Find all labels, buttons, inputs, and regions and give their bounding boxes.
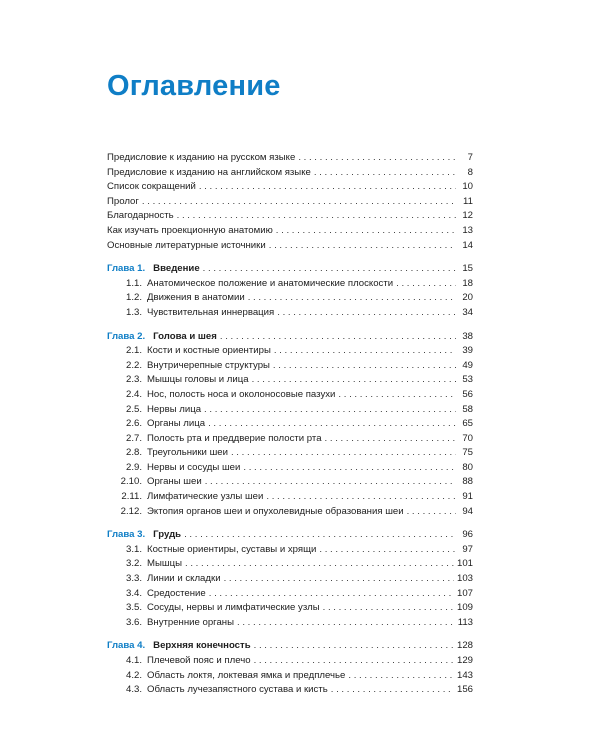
section-number: 1.1. <box>125 277 142 289</box>
dot-leader <box>224 572 454 587</box>
section-title: Костные ориентиры, суставы и хрящи <box>147 543 317 555</box>
section-number: 1.3. <box>125 306 142 318</box>
dot-leader <box>231 446 456 461</box>
section-number: 3.4. <box>125 587 142 599</box>
chapter-spacer <box>107 253 473 262</box>
section-number: 2.3. <box>125 374 142 386</box>
page-number: 8 <box>467 166 473 178</box>
toc-section-entry[interactable] <box>107 601 473 616</box>
chapter-spacer <box>107 519 473 528</box>
page-number: 80 <box>462 461 473 473</box>
toc-chapter-entry[interactable] <box>107 262 473 277</box>
toc-section-entry[interactable] <box>107 587 473 602</box>
toc-section-entry[interactable] <box>107 557 473 572</box>
toc-section-entry[interactable] <box>107 359 473 374</box>
dot-leader <box>323 601 454 616</box>
dot-leader <box>243 461 456 476</box>
entry-title: Основные литературные источники <box>107 239 266 251</box>
chapter-spacer <box>107 321 473 330</box>
section-number: 2.11. <box>121 491 142 503</box>
dot-leader <box>237 616 455 631</box>
page-number: 12 <box>462 210 473 222</box>
dot-leader <box>220 330 456 345</box>
section-title: Область локтя, локтевая ямка и предплечье <box>147 669 346 681</box>
chapter-title: Верхняя конечность <box>153 640 251 652</box>
dot-leader <box>298 151 456 166</box>
entry-title: Пролог <box>107 195 139 207</box>
section-title: Сосуды, нервы и лимфатические узлы <box>147 602 320 614</box>
dot-leader <box>254 654 454 669</box>
page-number: 109 <box>456 602 473 614</box>
entry-title: Предисловие к изданию на английском языке <box>107 166 311 178</box>
toc-section-entry[interactable] <box>107 543 473 558</box>
page-number: 11 <box>463 195 473 207</box>
dot-leader <box>319 543 456 558</box>
section-title: Анатомическое положение и анатомические плоскости <box>147 277 394 289</box>
section-title: Чувствительная иннервация <box>147 306 275 318</box>
dot-leader <box>203 262 456 277</box>
toc-chapter-entry[interactable] <box>107 330 473 345</box>
chapter-spacer <box>107 630 473 639</box>
section-title: Внутричерепные структуры <box>147 359 270 371</box>
page-number: 91 <box>462 491 473 503</box>
dot-leader <box>199 180 456 195</box>
page-number: 14 <box>462 239 473 251</box>
page-title: Оглавление <box>107 70 281 102</box>
toc-section-entry[interactable] <box>107 417 473 432</box>
dot-leader <box>205 475 456 490</box>
section-title: Область лучезапястного сустава и кисть <box>147 684 328 696</box>
page-number: 13 <box>462 224 473 236</box>
page-number: 15 <box>462 263 473 275</box>
page-number: 53 <box>462 374 473 386</box>
section-title: Органы шеи <box>147 476 202 488</box>
toc-section-entry[interactable] <box>107 683 473 698</box>
toc-section-entry[interactable] <box>107 432 473 447</box>
dot-leader <box>208 417 456 432</box>
toc-front-entry[interactable] <box>107 151 473 166</box>
page-number: 34 <box>462 306 473 318</box>
section-title: Мышцы головы и лица <box>147 374 249 386</box>
toc-front-entry[interactable] <box>107 224 473 239</box>
dot-leader <box>266 490 456 505</box>
toc-section-entry[interactable] <box>107 277 473 292</box>
page-number: 56 <box>462 388 473 400</box>
toc-section-entry[interactable] <box>107 654 473 669</box>
toc-section-entry[interactable] <box>107 475 473 490</box>
page-number: 128 <box>456 640 473 652</box>
section-number: 4.2. <box>125 669 142 681</box>
section-number: 3.2. <box>125 558 142 570</box>
dot-leader <box>314 166 456 181</box>
section-number: 3.6. <box>125 616 142 628</box>
dot-leader <box>331 683 454 698</box>
page-number: 156 <box>456 684 473 696</box>
dot-leader <box>185 557 454 572</box>
toc-section-entry[interactable] <box>107 291 473 306</box>
chapter-number: Глава 3. <box>107 529 146 541</box>
table-of-contents <box>107 151 473 698</box>
toc-section-entry[interactable] <box>107 306 473 321</box>
entry-title: Как изучать проекционную анатомию <box>107 224 273 236</box>
section-number: 2.7. <box>125 432 142 444</box>
chapter-title: Введение <box>153 263 200 275</box>
page-number: 58 <box>462 403 473 415</box>
page-number: 103 <box>456 573 473 585</box>
section-number: 1.2. <box>125 292 142 304</box>
dot-leader <box>177 209 456 224</box>
page-number: 97 <box>462 543 473 555</box>
page-number: 75 <box>462 447 473 459</box>
section-number: 2.6. <box>125 418 142 430</box>
page-number: 38 <box>462 330 473 342</box>
toc-section-entry[interactable] <box>107 344 473 359</box>
section-number: 3.3. <box>125 573 142 585</box>
dot-leader <box>273 359 456 374</box>
section-title: Средостение <box>147 587 206 599</box>
page-number: 96 <box>462 529 473 541</box>
page-number: 94 <box>462 505 473 517</box>
section-title: Движения в анатомии <box>147 292 245 304</box>
page-number: 143 <box>456 669 473 681</box>
chapter-title: Голова и шея <box>153 330 217 342</box>
section-title: Нос, полость носа и околоносовые пазухи <box>147 388 336 400</box>
toc-chapter-entry[interactable] <box>107 528 473 543</box>
chapter-number: Глава 1. <box>107 263 146 275</box>
page-number: 7 <box>467 152 473 163</box>
toc-section-entry[interactable] <box>107 505 473 520</box>
section-title: Лимфатические узлы шеи <box>147 491 264 503</box>
page-number: 129 <box>456 655 473 666</box>
section-number: 2.4. <box>125 388 142 400</box>
dot-leader <box>248 291 456 306</box>
section-number: 2.12. <box>120 505 142 517</box>
section-title: Мышцы <box>147 558 182 570</box>
page-number: 49 <box>462 359 473 371</box>
dot-leader <box>348 669 454 684</box>
page-number: 39 <box>462 345 473 357</box>
section-number: 4.3. <box>125 684 142 696</box>
section-number: 3.5. <box>125 602 142 614</box>
page-number: 113 <box>457 616 473 628</box>
toc-front-entry[interactable] <box>107 180 473 195</box>
section-title: Нервы и сосуды шеи <box>147 461 241 473</box>
dot-leader <box>204 403 456 418</box>
dot-leader <box>407 505 456 520</box>
toc-section-entry[interactable] <box>107 373 473 388</box>
section-number: 2.1. <box>125 345 142 357</box>
dot-leader <box>325 432 456 447</box>
page-number: 70 <box>462 432 473 444</box>
dot-leader <box>338 388 456 403</box>
page-number: 20 <box>462 292 473 304</box>
entry-title: Список сокращений <box>107 181 196 193</box>
dot-leader <box>252 373 456 388</box>
section-number: 2.5. <box>125 403 142 415</box>
entry-title: Предисловие к изданию на русском языке <box>107 152 296 163</box>
toc-section-entry[interactable] <box>107 446 473 461</box>
toc-section-entry[interactable] <box>107 490 473 505</box>
toc-section-entry[interactable] <box>107 461 473 476</box>
page-number: 101 <box>456 558 473 570</box>
toc-section-entry[interactable] <box>107 403 473 418</box>
section-title: Внутренние органы <box>147 616 235 628</box>
toc-chapter-entry[interactable] <box>107 639 473 654</box>
toc-section-entry[interactable] <box>107 616 473 631</box>
section-title: Эктопия органов шеи и опухолевидные образования шеи <box>147 505 404 517</box>
page-number: 18 <box>462 277 473 289</box>
dot-leader <box>142 195 456 210</box>
dot-leader <box>184 528 456 543</box>
chapter-number: Глава 2. <box>107 330 146 342</box>
section-title: Линии и складки <box>147 573 221 585</box>
section-number: 2.8. <box>125 447 142 459</box>
section-title: Полость рта и преддверие полости рта <box>147 432 322 444</box>
section-number: 2.10. <box>120 476 142 488</box>
toc-front-entry[interactable] <box>107 166 473 181</box>
toc-section-entry[interactable] <box>107 388 473 403</box>
dot-leader <box>277 306 456 321</box>
toc-front-entry[interactable] <box>107 209 473 224</box>
section-title: Органы лица <box>147 418 206 430</box>
dot-leader <box>396 277 456 292</box>
section-title: Плечевой пояс и плечо <box>147 655 251 666</box>
dot-leader <box>209 587 454 602</box>
section-number: 3.1. <box>125 543 142 555</box>
dot-leader <box>274 344 456 359</box>
toc-section-entry[interactable] <box>107 669 473 684</box>
entry-title: Благодарность <box>107 210 174 222</box>
page-number: 88 <box>462 476 473 488</box>
toc-front-entry[interactable] <box>107 195 473 210</box>
section-number: 2.2. <box>125 359 142 371</box>
dot-leader <box>254 639 454 654</box>
page-number: 10 <box>462 181 473 193</box>
section-title: Нервы лица <box>147 403 202 415</box>
toc-front-entry[interactable] <box>107 239 473 254</box>
section-number: 4.1. <box>125 655 142 666</box>
chapter-title: Грудь <box>153 529 182 541</box>
page-number: 107 <box>456 587 473 599</box>
dot-leader <box>269 239 456 254</box>
dot-leader <box>276 224 456 239</box>
section-title: Кости и костные ориентиры <box>147 345 271 357</box>
section-title: Треугольники шеи <box>147 447 228 459</box>
chapter-number: Глава 4. <box>107 640 146 652</box>
section-number: 2.9. <box>125 461 142 473</box>
page-number: 65 <box>462 418 473 430</box>
toc-section-entry[interactable] <box>107 572 473 587</box>
